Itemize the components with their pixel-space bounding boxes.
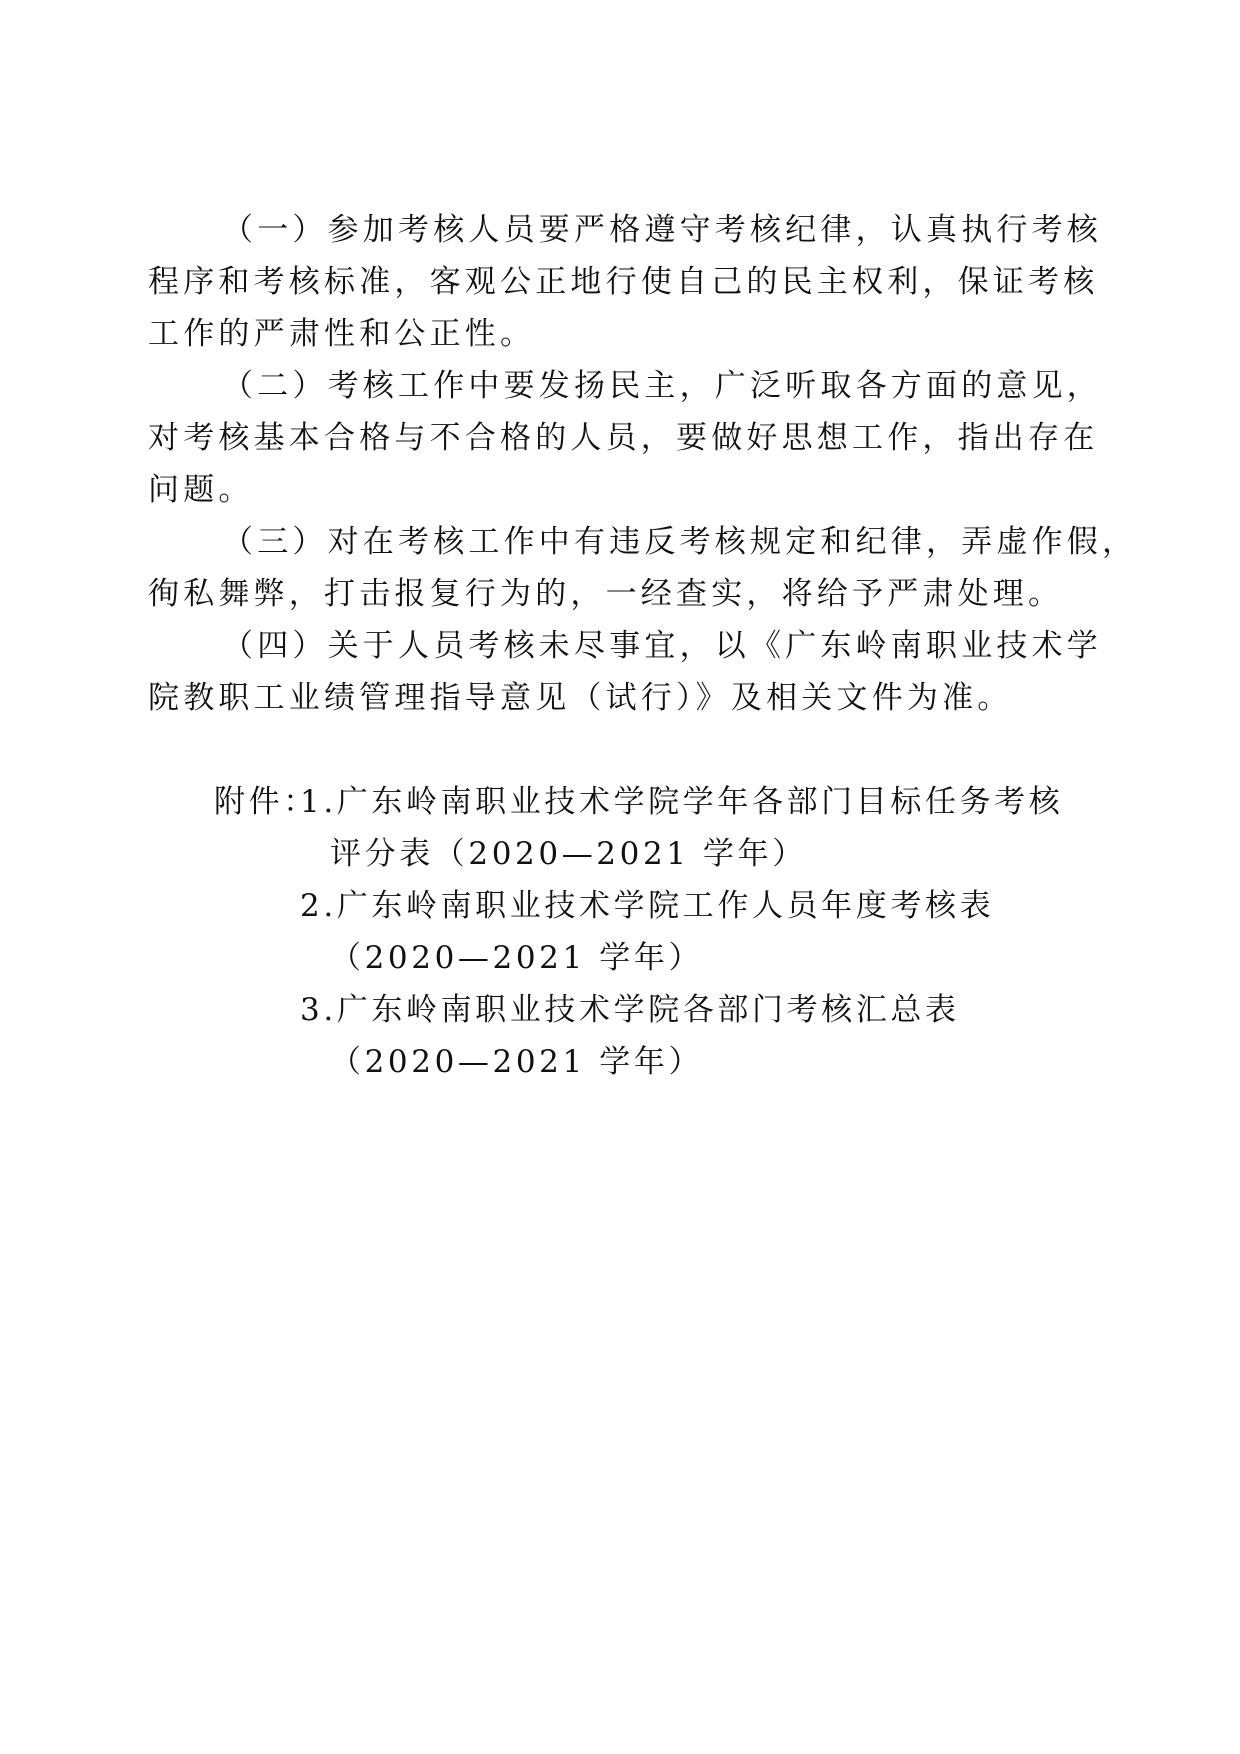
attachment-1-line-1: 1.广东岭南职业技术学院学年各部门目标任务考核 bbox=[300, 784, 1064, 820]
attachment-3-line-1: 3.广东岭南职业技术学院各部门考核汇总表 bbox=[300, 992, 960, 1028]
attachment-1-line-2: 评分表（2020—2021 学年） bbox=[330, 836, 807, 872]
paragraph-2-line-1: （二）考核工作中要发扬民主，广泛听取各方面的意见， bbox=[222, 368, 1102, 404]
paragraph-3-line-2: 徇私舞弊，打击报复行为的，一经查实，将给予严肃处理。 bbox=[148, 576, 1064, 612]
attachment-3-line-2: （2020—2021 学年） bbox=[330, 1044, 704, 1080]
attachment-2-line-1: 2.广东岭南职业技术学院工作人员年度考核表 bbox=[300, 888, 995, 924]
paragraph-4-line-2: 院教职工业绩管理指导意见（试行）》及相关文件为准。 bbox=[148, 680, 1013, 716]
paragraph-1-line-2: 程序和考核标准，客观公正地行使自己的民主权利，保证考核 bbox=[148, 264, 1099, 300]
paragraph-2-line-2: 对考核基本合格与不合格的人员，要做好思想工作，指出存在 bbox=[148, 420, 1099, 456]
paragraph-3-line-1: （三）对在考核工作中有违反考核规定和纪律，弄虚作假， bbox=[222, 524, 1138, 560]
paragraph-4-line-1: （四）关于人员考核未尽事宜，以《广东岭南职业技术学 bbox=[222, 628, 1102, 664]
paragraph-1-line-3: 工作的严肃性和公正性。 bbox=[148, 316, 536, 352]
paragraph-2-line-3: 问题。 bbox=[148, 472, 254, 508]
attachment-2-line-2: （2020—2021 学年） bbox=[330, 940, 704, 976]
paragraph-1-line-1: （一）参加考核人员要严格遵守考核纪律，认真执行考核 bbox=[222, 212, 1102, 248]
attachments-label: 附件： bbox=[214, 784, 318, 820]
